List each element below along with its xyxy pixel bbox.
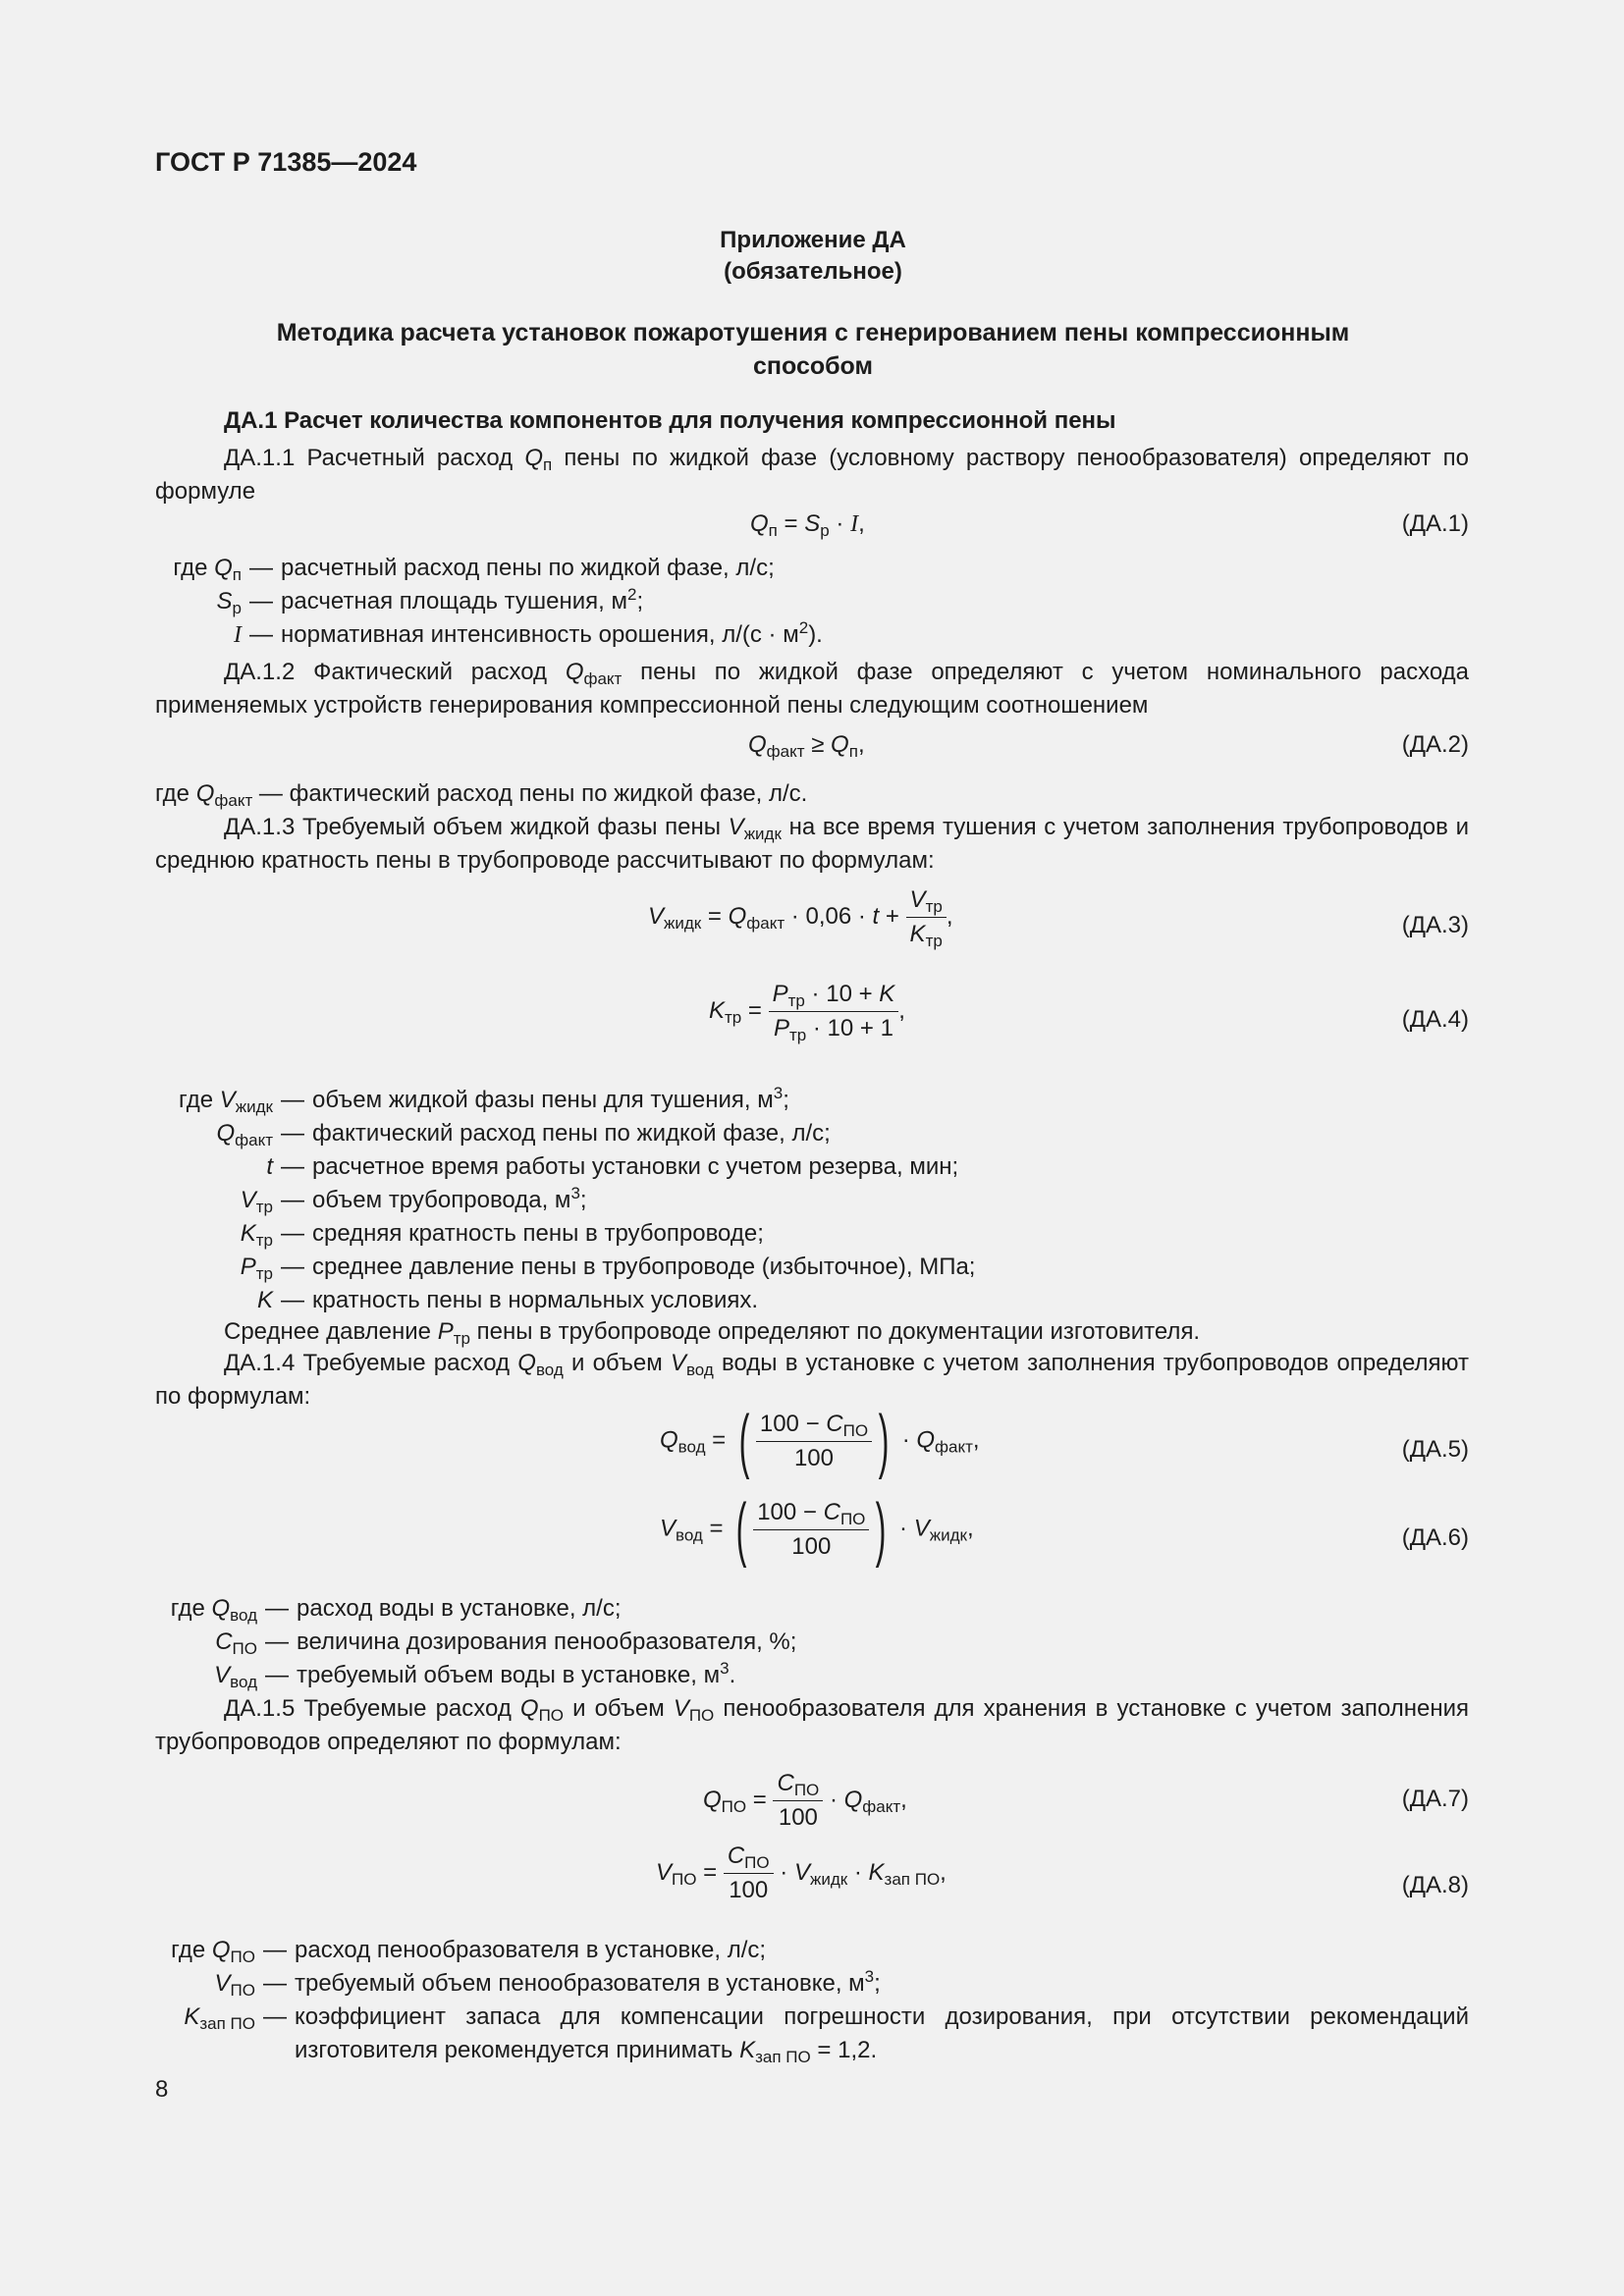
where3-sub: тр [255, 1264, 273, 1283]
where3-sub: тр [255, 1198, 273, 1216]
where4-sub: вод [230, 1606, 257, 1625]
where5-sym: K [184, 2003, 200, 2030]
equation-number-da-2: (ДА.2) [1401, 731, 1469, 758]
where3-sym: V [219, 1087, 236, 1113]
where1-row: $S_р$ — расчетная площадь тушения, $м^2$; [216, 585, 644, 617]
where4-sub: вод [230, 1673, 257, 1691]
where4-text: расход воды в установке, л/с; [297, 1595, 622, 1622]
where5-sub: зап ПО [199, 2014, 255, 2033]
equation-number-da-5: (ДА.5) [1401, 1436, 1469, 1463]
where3-tail: ; [783, 1087, 789, 1113]
eq4-ten-den: 10 [827, 1015, 854, 1041]
where3-sym: Q [216, 1120, 236, 1147]
p114-text-a: ДА.1.4 Требуемые расход [224, 1350, 518, 1376]
equation-number-da-4: (ДА.4) [1401, 1006, 1469, 1033]
where1-row: где $Q_п$ — расчетный расход пены по жидкой фазе, л/с; [155, 552, 1469, 585]
where1-tail: ). [808, 621, 823, 648]
where3-text: среднее давление пены в трубопроводе (избыточное), МПа; [312, 1254, 976, 1280]
where-list-4 [155, 1592, 1469, 1692]
eq6-right-paren: ) [876, 1490, 887, 1569]
where5-row: где $Q_{ПО}$ — расход пенообразователя в установке, л/с; [155, 1934, 1469, 1967]
p114-text-b: и объем [563, 1350, 671, 1376]
where1-text: расчетный расход пены по жидкой фазе, л/с; [281, 555, 775, 581]
where3-sym: K [240, 1220, 256, 1247]
where1-text: расчетная площадь тушения, м [281, 588, 627, 614]
where1-sym: I [234, 622, 242, 648]
eq5-hundred: 100 [759, 1410, 799, 1437]
eq3-fraction: $\frac{V_{тр}}{K_{тр}}$ [906, 885, 947, 949]
eq4-one: 1 [880, 1015, 893, 1041]
eq8-fraction: $\frac{C_{ПО}}{100}$ [724, 1842, 774, 1905]
eq2-relation: ≥ [804, 731, 832, 758]
equation-number-da-3: (ДА.3) [1401, 912, 1469, 938]
where5-sub: ПО [230, 1981, 255, 2000]
eq5-right-paren: ) [878, 1402, 890, 1480]
eq2-rhs-sub: п [848, 742, 858, 761]
document-id: ГОСТ Р 71385—2024 [155, 147, 417, 177]
p112-text-a: ДА.1.2 Фактический расход [224, 659, 566, 685]
where5-sup: 3 [864, 1967, 875, 1986]
where1-text: нормативная интенсивность орошения, л/(с · м [281, 621, 799, 648]
where3-text: средняя кратность пены в трубопроводе; [312, 1220, 764, 1247]
where4-prefix: где [170, 1595, 212, 1622]
where2-text: — фактический расход пены по жидкой фазе, л/с. [252, 780, 808, 807]
eq6-fraction: $\frac{100 - C_{ПО}}{100}$ [753, 1498, 869, 1562]
eq2-sub: факт [766, 742, 805, 761]
where5-text: требуемый объем пенообразователя в установке, м [295, 1970, 865, 1997]
equation-number-da-7: (ДА.7) [1401, 1786, 1469, 1812]
p112-sub: факт [583, 669, 623, 688]
where4-sym: Q [211, 1595, 231, 1622]
where3-text: расчетное время работы установки с учетом резерва, мин; [312, 1153, 959, 1180]
equation-number-da-1: (ДА.1) [1401, 510, 1469, 537]
paragraph-pressure: Среднее давление $P_{тр}$ пены в трубопроводе определяют по документации изготовителя. [224, 1318, 1201, 1348]
where3-text: фактический расход пены по жидкой фазе, л/с; [312, 1120, 831, 1147]
eq1-s-sub: р [820, 521, 830, 540]
where3-sub: факт [235, 1131, 273, 1149]
where4-tail: . [729, 1662, 736, 1688]
where5-sym: Q [211, 1937, 231, 1963]
where5-tail: ; [874, 1970, 881, 1997]
where1-prefix: где [173, 555, 215, 581]
where3-tail: ; [579, 1187, 587, 1213]
eq8-hundred: 100 [729, 1877, 769, 1903]
equation-da-8: $V_{ПО}$ = $\frac{C_{ПО}}{100}$ · $V_{жидк} \cdot K_{зап ПО}$, [656, 1842, 947, 1903]
p113-text-a: ДА.1.3 Требуемый объем жидкой фазы пены [224, 814, 729, 840]
where3-prefix: где [179, 1087, 220, 1113]
where3-sym: t [266, 1153, 273, 1180]
p111-text-b: пены по жидкой фазе (условному раствору пенообразователя) определяют по формуле [155, 445, 1469, 505]
p111-text-a: ДА.1.1 Расчетный расход [224, 445, 525, 471]
eq6-left-paren: ( [735, 1490, 747, 1569]
where3-sym: V [240, 1187, 256, 1213]
where3-row: где $V_{жидк}$ — объем жидкой фазы пены для тушения, $м^3$; [179, 1084, 789, 1116]
where5-sym: V [214, 1970, 231, 1997]
equation-da-6: $V_{вод}$ = ( $\frac{100 - C_{ПО}}{100}$ ) · $V_{жидк}$, [660, 1490, 974, 1569]
where5-tail-value: = 1,2. [810, 2037, 878, 2063]
where4-row: где $Q_{вод}$ — расход воды в установке, л/с; [155, 1592, 1469, 1626]
where1-sym: S [216, 588, 233, 614]
paragraph-da-1-4: ДА.1.4 Требуемые расход $Q_{вод}$ и объем $V_{вод}$ воды в установке с учетом заполнения трубопроводов определяют по формулам: [155, 1350, 1470, 1410]
where3-row: $Q_{факт}$ — фактический расход пены по жидкой фазе, л/с; [155, 1117, 1469, 1150]
where2-sub: факт [214, 791, 253, 810]
where1-sub: п [232, 565, 242, 584]
where4-text: требуемый объем воды в установке, м [297, 1662, 721, 1688]
p113-text-b: на все время тушения с учетом заполнения трубопроводов и среднюю кратность пены в трубопроводе рассчитывают по формулам: [155, 814, 1469, 874]
eq4-ten: 10 [826, 981, 852, 1007]
equation-da-2: $Q_{факт} \ge Q_п$, [748, 731, 865, 761]
paragraph-da-1-3: ДА.1.3 Требуемый объем жидкой фазы пены $V_{жидк}$ на все время тушения с учетом заполнения трубопроводов и среднюю кратность пены в трубопроводе рассчитывают по формулам: [155, 814, 1469, 874]
where4-sym: V [214, 1662, 231, 1688]
pressure-text-a: Среднее давление [224, 1318, 438, 1345]
where3-row: $V_{тр}$ — объем трубопровода, $м^3$; [240, 1184, 587, 1216]
eq5-hundred-den: 100 [793, 1444, 834, 1471]
eq1-lhs-sub: п [768, 521, 778, 540]
page-number: 8 [155, 2076, 169, 2103]
where-list-5 [155, 1934, 1469, 2067]
eq5-left-paren: ( [738, 1402, 750, 1480]
appendix-title: Приложение ДА [720, 227, 906, 253]
paragraph-da-1-2: ДА.1.2 Фактический расход $Q_{факт}$ пены по жидкой фазе определяют с учетом номинального расхода применяемых устройств генерирования компрессионной пены следующим соотношением [155, 659, 1469, 719]
eq1-dot: · [829, 510, 851, 537]
where1-tail: ; [636, 588, 644, 614]
where3-row: t — расчетное время работы установки с учетом резерва, мин; [155, 1150, 1469, 1184]
where1-sub: р [232, 599, 242, 617]
p115-text-c: пенообразователя для хранения в установке с учетом заполнения трубопроводов определяют по формулам: [155, 1695, 1470, 1755]
p115-text-a: ДА.1.5 Требуемые расход [224, 1695, 520, 1722]
where5-row: $K_{зап ПО}$ — коэффициент запаса для компенсации погрешности дозирования, при отсутствии рекомендаций изготовителя рекомендуется принимать $K_{зап ПО} = 1,2$. [184, 2003, 1469, 2066]
appendix-heading-line1: Методика расчета установок пожаротушения с генерированием пены компрессионным [276, 319, 1350, 347]
where5-tail-sub: зап ПО [755, 2048, 811, 2066]
equation-da-5: $Q_{вод}$ = ( $\frac{100 - C_{ПО}}{100}$ ) · $Q_{факт}$, [660, 1402, 980, 1480]
paragraph-da-1-5: ДА.1.5 Требуемые расход $Q_{ПО}$ и объем $V_{ПО}$ пенообразователя для хранения в установке с учетом заполнения трубопроводов определяют по формулам: [155, 1695, 1470, 1755]
where3-sub: тр [255, 1231, 273, 1250]
where1-row: I — нормативная интенсивность орошения, $л/(с \cdot м^2)$. [234, 618, 823, 648]
equation-da-7: $Q_{ПО}$ = $\frac{C_{ПО}}{100}$ · $Q_{факт}$, [703, 1770, 907, 1831]
eq3-constant: 0,06 [805, 902, 852, 930]
where3-sup: 3 [570, 1184, 580, 1202]
where3-row: $P_{тр}$ — среднее давление пены в трубопроводе (избыточное), МПа; [155, 1251, 1469, 1284]
p112-text-b: пены по жидкой фазе определяют с учетом номинального расхода применяемых устройств генерирования компрессионной пены следующим соотношением [155, 659, 1469, 719]
eq5-fraction: $\frac{100 - C_{ПО}}{100}$ [756, 1410, 872, 1473]
equation-da-4: $K_{тр}$ = $\frac{P_{тр} \cdot 10 + K}{P_{тр} \cdot 10 + 1}$ , [709, 981, 905, 1044]
where5-text: расход пенообразователя в установке, л/с; [295, 1937, 767, 1963]
where4-sym: C [215, 1629, 233, 1655]
where3-row: K — кратность пены в нормальных условиях. [155, 1284, 1469, 1317]
where1-sup: 2 [626, 585, 637, 604]
eq1-equals: = [777, 510, 805, 537]
where3-row: $K_{тр}$ — средняя кратность пены в трубопроводе; [155, 1217, 1469, 1251]
where4-sup: 3 [720, 1659, 730, 1678]
where3-text: кратность пены в нормальных условиях. [312, 1287, 759, 1313]
where4-row: $V_{вод}$ — требуемый объем воды в установке, $м^3$. [214, 1659, 736, 1691]
p111-sub: п [543, 455, 553, 474]
where4-text: величина дозирования пенообразователя, %; [297, 1629, 797, 1655]
where4-row: $C_{ПО}$ — величина дозирования пенообразователя, %; [155, 1626, 1469, 1659]
eq6-hundred: 100 [757, 1498, 797, 1525]
eq4-fraction: $\frac{P_{тр} \cdot 10 + K}{P_{тр} \cdot 10 + 1}$ [769, 980, 899, 1043]
where5-prefix: где [171, 1937, 212, 1963]
where4-sub: ПО [232, 1639, 257, 1658]
section-heading: ДА.1 Расчет количества компонентов для получения компрессионной пены [224, 407, 1116, 434]
appendix-status: (обязательное) [724, 258, 902, 285]
where3-text: объем жидкой фазы пены для тушения, м [312, 1087, 774, 1113]
equation-number-da-6: (ДА.6) [1401, 1524, 1469, 1551]
appendix-heading-line2: способом [753, 352, 873, 380]
p114-text-c: воды в установке с учетом заполнения трубопроводов определяют по формулам: [155, 1350, 1470, 1410]
where-2: где $Q_{факт}$ — фактический расход пены по жидкой фазе, л/с. [155, 780, 808, 810]
equation-da-3: $V_{жидк} = Q_{факт} \cdot 0,06 \cdot t$ + $\frac{V_{тр}}{K_{тр}}$ , [648, 886, 953, 950]
pressure-text-b: пены в трубопроводе определяют по документации изготовителя. [469, 1318, 1201, 1345]
equation-number-da-8: (ДА.8) [1401, 1872, 1469, 1898]
paragraph-da-1-1: ДА.1.1 Расчетный расход $Q_п$ пены по жидкой фазе (условному раствору пенообразователя) определяют по формуле [155, 445, 1469, 505]
where1-sup: 2 [798, 618, 809, 637]
where3-text: объем трубопровода, м [312, 1187, 571, 1213]
where3-sup: 3 [773, 1084, 784, 1102]
where-list-1 [155, 552, 1469, 652]
eq6-hundred-den: 100 [791, 1532, 832, 1560]
where2-prefix: где [155, 780, 196, 807]
where5-text: коэффициент запаса для компенсации погрешности дозирования, при отсутствии рекомендаций изготовителя рекомендуется принимать [295, 2003, 1469, 2063]
where1-sym: Q [214, 555, 233, 581]
where-list-3 [155, 1084, 1469, 1317]
where3-sym: P [240, 1254, 256, 1280]
eq7-fraction: $\frac{C_{ПО}}{100}$ [773, 1769, 823, 1833]
where5-row: $V_{ПО}$ — требуемый объем пенообразователя в установке, $м^3$; [214, 1967, 881, 2000]
p115-text-b: и объем [564, 1695, 674, 1722]
where3-sub: жидк [235, 1097, 273, 1116]
eq8-k-sub: зап ПО [884, 1869, 941, 1889]
equation-da-1: $Q_п = S_р \cdot I$, [750, 510, 865, 540]
where5-sub: ПО [230, 1948, 255, 1966]
where3-sym: K [256, 1287, 273, 1313]
eq7-hundred: 100 [778, 1804, 818, 1831]
